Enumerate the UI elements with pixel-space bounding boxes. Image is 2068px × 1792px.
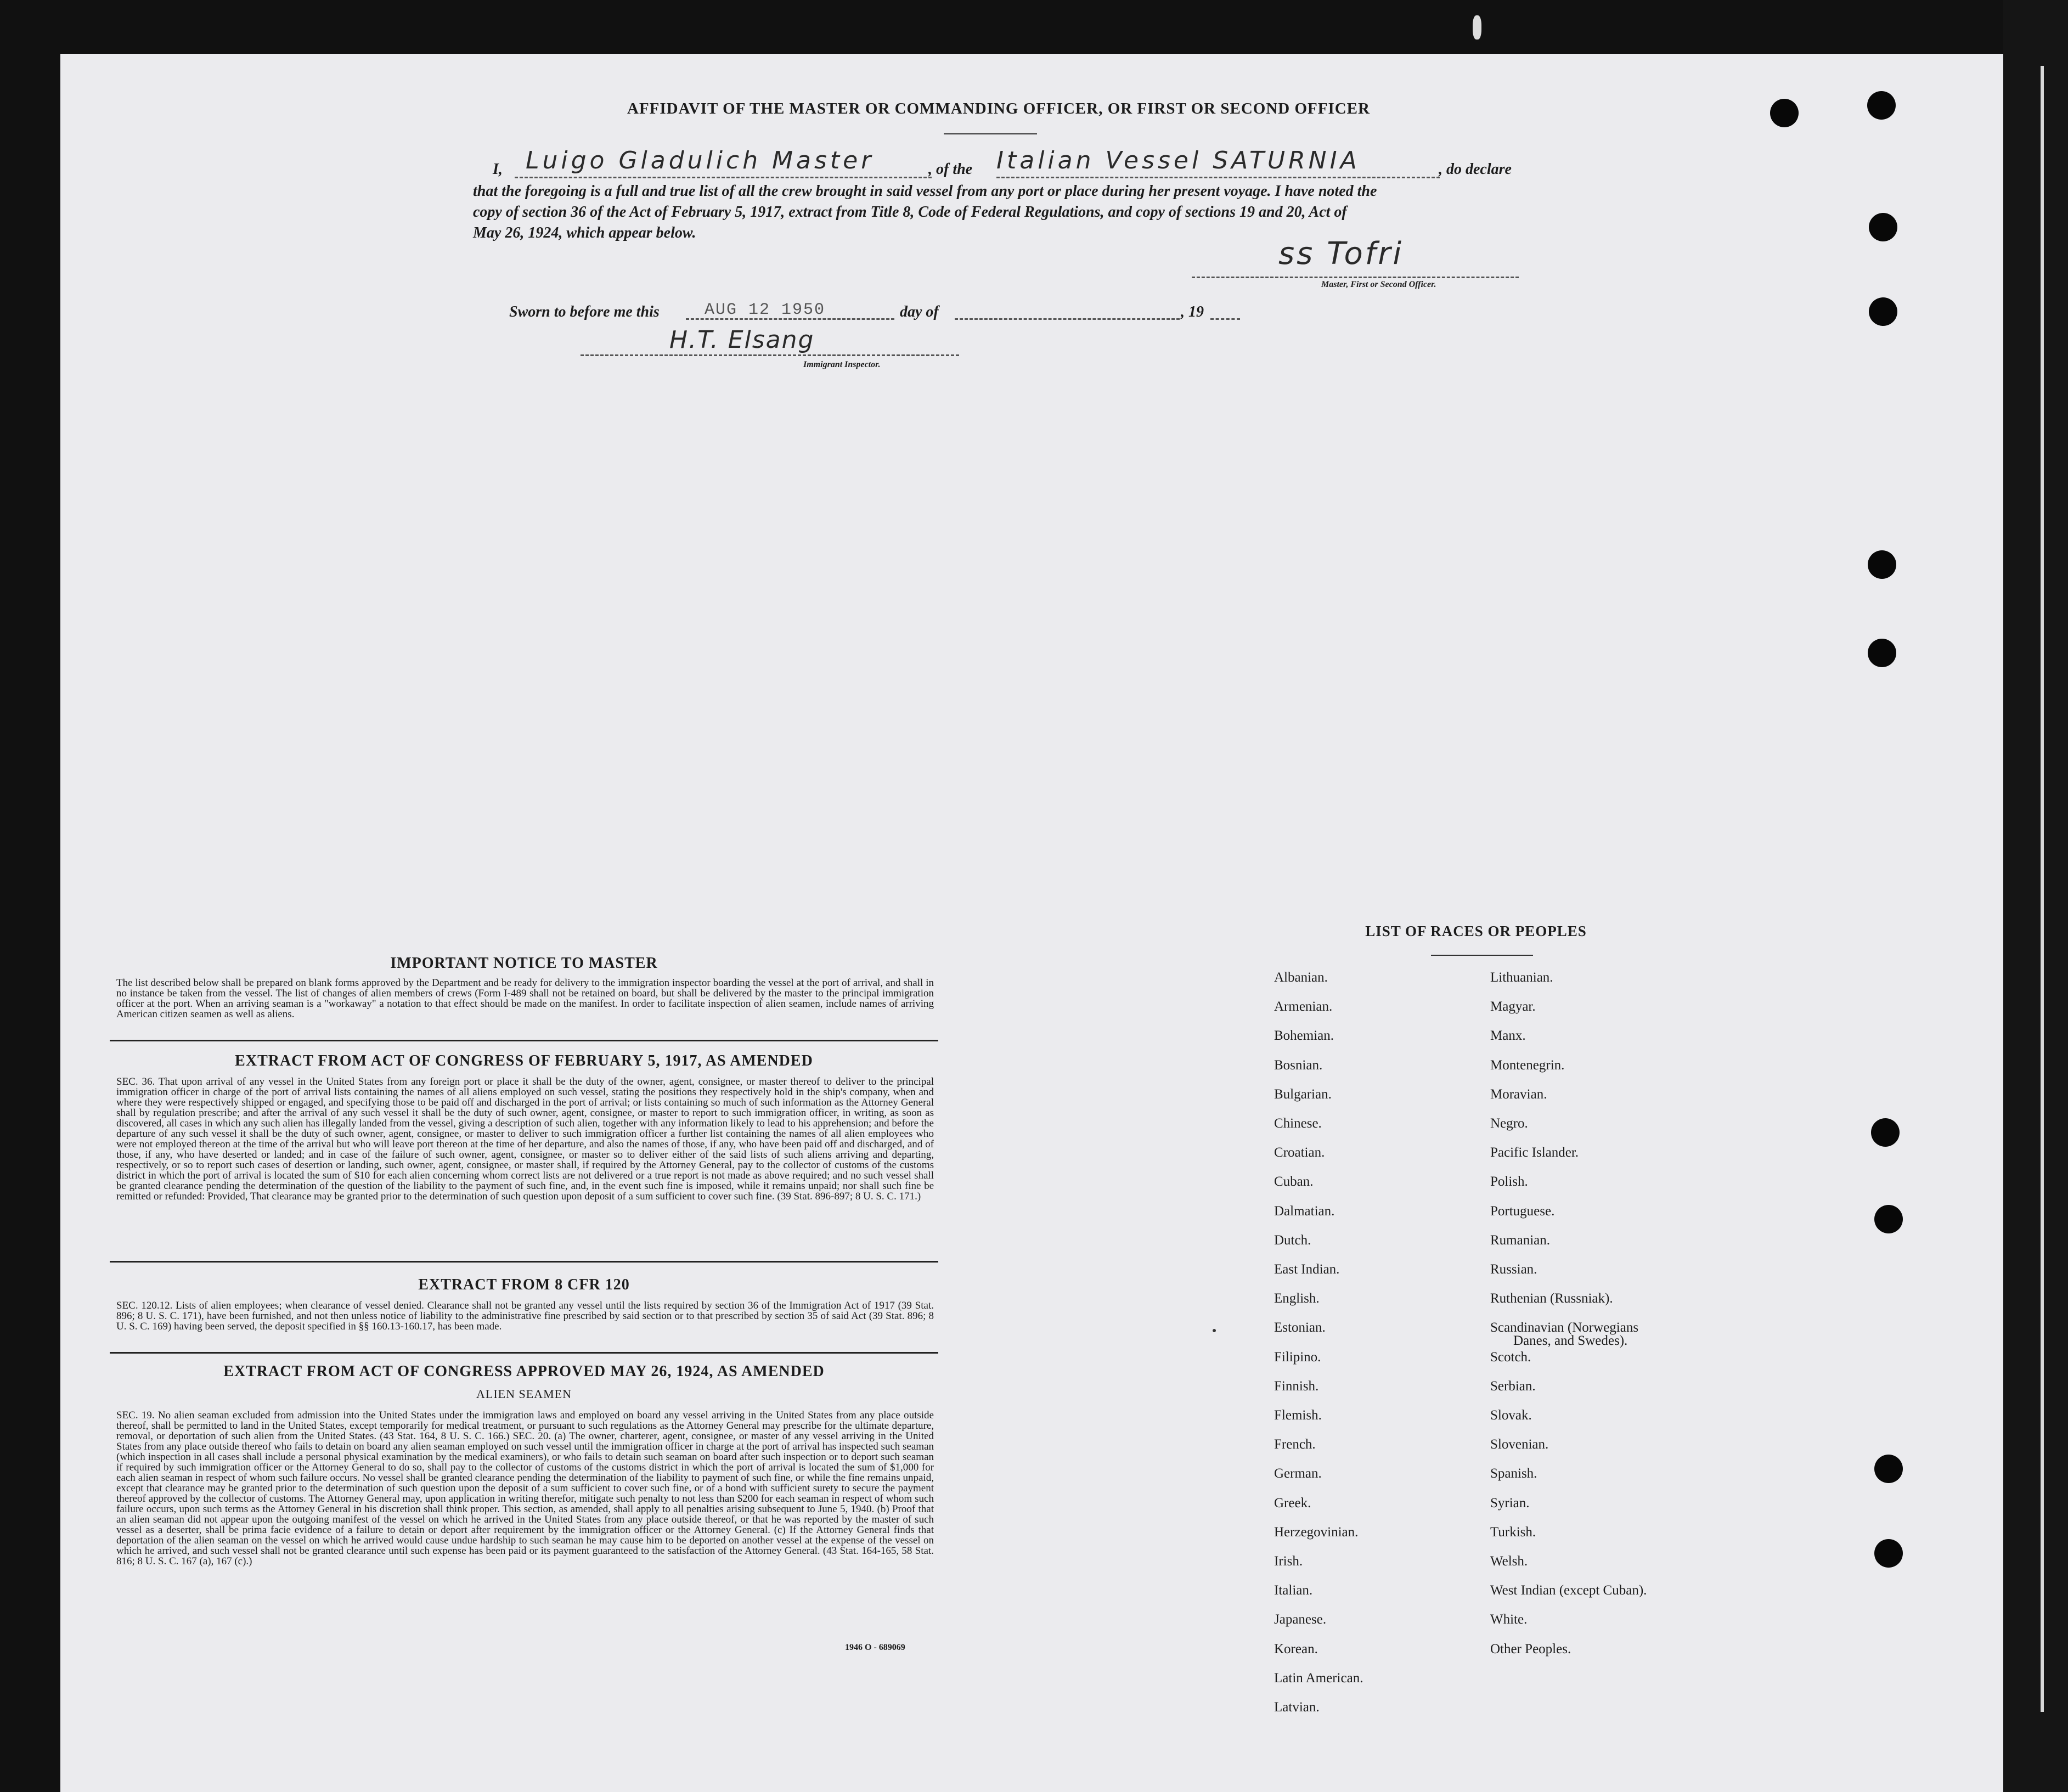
race-item: Slovenian.: [1490, 1437, 1549, 1452]
race-item: Syrian.: [1490, 1495, 1530, 1511]
race-item: Lithuanian.: [1490, 970, 1553, 985]
dark-margin-strip: [2003, 0, 2068, 1792]
name-line: [515, 177, 932, 178]
race-item: Latvian.: [1274, 1700, 1320, 1715]
section-rule: [110, 1040, 938, 1041]
punch-hole: [1874, 1455, 1903, 1483]
race-item: German.: [1274, 1466, 1322, 1481]
race-item: Croatian.: [1274, 1145, 1325, 1160]
race-item: Albanian.: [1274, 970, 1328, 985]
affidavit-line-3: copy of section 36 of the Act of February 5, 1917, extract from Title 8, Code of Federal Regulations, and copy of sections 19 and 20, Act of: [473, 204, 1347, 221]
master-signature: ss Tofri: [1278, 236, 1404, 272]
punch-hole: [1874, 1205, 1903, 1233]
race-item: Polish.: [1490, 1174, 1528, 1190]
race-item: French.: [1274, 1437, 1316, 1452]
races-rule: [1431, 955, 1533, 956]
race-item: Latin American.: [1274, 1670, 1363, 1686]
race-item: Manx.: [1490, 1028, 1526, 1044]
section-rule: [110, 1352, 938, 1354]
race-item: Danes, and Swedes).: [1513, 1333, 1628, 1349]
extract-cfr-text: SEC. 120.12. Lists of alien employees; when clearance of vessel denied. Clearance shall not be granted any vessel until the lists required by section 36 of the Immigration Act of 1917 (39 Stat. 896; 8 U. S. C. 171), have been furnished, and not then unless notice of liability to the administrative fine prescribed by said section or to that prescribed by section 35 of said Act (39 Stat. 896; 8 U. S. C. 169) having been served, the deposit specified in §§ 160.13-160.17, has been made.: [116, 1300, 934, 1332]
master-name-handwritten: Luigo Gladulich Master: [526, 146, 875, 174]
year-label: , 19: [1181, 303, 1204, 320]
punch-hole: [1867, 91, 1896, 120]
punch-hole: [1869, 213, 1897, 241]
race-item: English.: [1274, 1291, 1320, 1306]
section-rule: [110, 1261, 938, 1263]
race-item: Italian.: [1274, 1583, 1313, 1598]
affidavit-line-4: May 26, 1924, which appear below.: [473, 224, 696, 241]
race-item: Dalmatian.: [1274, 1203, 1335, 1219]
race-item: Turkish.: [1490, 1524, 1536, 1540]
signature-line: [1192, 277, 1519, 278]
inspector-label: Immigrant Inspector.: [803, 360, 881, 369]
race-item: East Indian.: [1274, 1262, 1340, 1277]
race-item: Flemish.: [1274, 1408, 1322, 1423]
race-item: Bosnian.: [1274, 1057, 1323, 1073]
vessel-name-handwritten: Italian Vessel SATURNIA: [996, 146, 1360, 174]
day-of-label: day of: [900, 303, 939, 320]
sworn-date-line: [686, 318, 894, 320]
do-declare-label: , do declare: [1439, 161, 1512, 178]
month-line: [955, 318, 1180, 320]
race-item: Montenegrin.: [1490, 1057, 1565, 1073]
race-item: Korean.: [1274, 1641, 1318, 1656]
race-item: Moravian.: [1490, 1086, 1547, 1102]
race-item: Magyar.: [1490, 999, 1536, 1015]
vessel-line: [996, 177, 1440, 178]
race-item: Chinese.: [1274, 1116, 1322, 1131]
race-item: Cuban.: [1274, 1174, 1314, 1190]
race-item: Dutch.: [1274, 1232, 1311, 1248]
year-line: [1210, 318, 1240, 320]
punch-hole: [1473, 15, 1481, 40]
race-item: Russian.: [1490, 1262, 1537, 1277]
punch-hole: [1874, 1539, 1903, 1568]
affidavit-line-2: that the foregoing is a full and true list of all the crew brought in said vessel from any port or place during her present voyage. I have noted the: [473, 183, 1377, 200]
race-item: West Indian (except Cuban).: [1490, 1583, 1647, 1598]
race-item: Serbian.: [1490, 1378, 1536, 1394]
punch-hole: [1869, 297, 1897, 326]
punch-hole: [1868, 639, 1896, 667]
races-title: LIST OF RACES OR PEOPLES: [1365, 923, 1587, 939]
race-item: Scandinavian (Norwegians: [1490, 1320, 1639, 1335]
race-item: Armenian.: [1274, 999, 1333, 1015]
race-item: Negro.: [1490, 1116, 1528, 1131]
signature-label: Master, First or Second Officer.: [1321, 280, 1436, 289]
race-item: Filipino.: [1274, 1349, 1321, 1365]
extract-1917-text: SEC. 36. That upon arrival of any vessel in the United States from any foreign port or place it shall be the duty of the owner, agent, consignee, or master thereof to deliver to the principal immigration officer in charge of the port of arrival lists containing the names of all aliens employed on such vessel, stating the positions they respectively hold in the ship's company, when and where they were respectively shipped or engaged, and specifying those to be paid off and discharged in the port of arrival; or lists containing so much of such information as the Attorney General shall by regulation prescribe; and after the arrival of any such vessel it shall be the duty of such owner, agent, consignee, or master to report to such immigration officer, in writing, as soon as discovered, all cases in which any such alien has illegally landed from the vessel, giving a description of such alien, together with any information likely to lead to his apprehension; and before the departure of any such vessel it shall be the duty of such owner, agent, consignee, or master to deliver to such immigration officer a further list containing the names of all alien employees who were not employed thereon at the time of the arrival but who will leave port thereon at the time of her departure, and also the names of those, if any, who have been paid off and discharged, and of those, if any, who have deserted or landed; and in case of the failure of such owner, agent, consignee, or master so to deliver either of the said lists of such aliens arriving and departing, respectively, or so to report such cases of desertion or landing, such owner, agent, consignee, or master shall, if required by the Attorney General, pay to the collector of customs of the customs district in which the port of arrival is located the sum of $10 for each alien concerning whom correct lists are not delivered or a true report is not made as above required; and no such vessel shall be granted clearance pending the determination of the question of the liability to the payment of such fine, and, in the event such fine is imposed, while it remains unpaid; nor shall such fine be remitted or refunded: Provided, That clearance may be granted prior to the determination of such question upon deposit of a sum sufficient to cover such fine. (39 Stat. 896-897; 8 U. S. C. 171.): [116, 1077, 934, 1202]
of-the-label: , of the: [928, 161, 973, 178]
extract-1924-text: SEC. 19. No alien seaman excluded from admission into the United States under the immigration laws and employed on board any vessel arriving in the United States from any place outside thereof, shall be permitted to land in the United States, except temporarily for medical treatment, or pursuant to such regulations as the Attorney General may prescribe for the ultimate departure, removal, or deportation of such alien from the United States. (43 Stat. 164, 8 U. S. C. 166.) SEC. 20. (a) The owner, charterer, agent, consignee, or master of any vessel arriving in the United States from any place outside thereof who fails to detain on board any alien seaman employed on such vessel until the immigration officer in charge at the port of arrival has inspected such seaman (which inspection in all cases shall include a personal physical examination by the medical examiners), or who fails to detain such seaman on board after such inspection or to deport such seaman if required by such immigration officer or the Attorney General to do so, shall pay to the collector of customs of the customs district in which the port of arrival is located the sum of $1,000 for each alien seaman in respect of whom such failure occurs. No vessel shall be granted clearance pending the determination of the liability to payment of such fine, or while the fine remains unpaid, except that clearance may be granted prior to the determination of such question upon the deposit of a sum sufficient to cover such fine, or of a bond with sufficient surety to secure the payment thereof approved by the collector of customs. The Attorney General may, upon application in writing therefor, mitigate such penalty to not less than $200 for each seaman in respect of whom such failure occurs, upon such terms as the Attorney General in his discretion shall think proper. This section, as amended, shall apply to all penalties arising subsequent to June 5, 1940. (b) Proof that an alien seaman did not appear upon the outgoing manifest of the vessel on which he arrived in the United States from any place outside thereof, or that he was reported by the master of such vessel as a deserter, shall be prima facie evidence of a failure to detain or deport after requirement by the immigration officer or the Attorney General. (c) If the Attorney General finds that deportation of the alien seaman on the vessel on which he arrived would cause undue hardship to such seaman he may cause him to be deported on another vessel at the expense of the vessel on which he arrived, and such vessel shall not be granted clearance until such expense has been paid or its payment guaranteed to the satisfaction of the Attorney General. (43 Stat. 164-165, 58 Stat. 816; 8 U. S. C. 167 (a), 167 (c).): [116, 1410, 934, 1567]
race-item: Rumanian.: [1490, 1232, 1551, 1248]
race-item: Spanish.: [1490, 1466, 1537, 1481]
race-item: Welsh.: [1490, 1554, 1528, 1569]
race-item: Slovak.: [1490, 1408, 1532, 1423]
race-item: Greek.: [1274, 1495, 1311, 1511]
sworn-label: Sworn to before me this: [509, 303, 660, 320]
race-item: Scotch.: [1490, 1349, 1531, 1365]
race-item: Ruthenian (Russniak).: [1490, 1291, 1613, 1306]
affidavit-heading: AFFIDAVIT OF THE MASTER OR COMMANDING OFFICER, OR FIRST OR SECOND OFFICER: [627, 100, 1370, 117]
extract-1924-subtitle: ALIEN SEAMEN: [476, 1387, 572, 1401]
stray-mark: [1213, 1329, 1216, 1332]
race-item: Portuguese.: [1490, 1203, 1555, 1219]
i-label: I,: [493, 161, 503, 178]
sworn-date-stamp: AUG 12 1950: [705, 301, 826, 319]
notice-title: IMPORTANT NOTICE TO MASTER: [390, 955, 658, 972]
punch-hole: [1868, 550, 1896, 579]
race-item: Herzegovinian.: [1274, 1524, 1359, 1540]
punch-hole: [1871, 1118, 1900, 1147]
inspector-line: [581, 354, 959, 356]
extract-1924-title: EXTRACT FROM ACT OF CONGRESS APPROVED MAY 26, 1924, AS AMENDED: [223, 1363, 825, 1380]
extract-1917-title: EXTRACT FROM ACT OF CONGRESS OF FEBRUARY 5, 1917, AS AMENDED: [235, 1052, 813, 1069]
race-item: Estonian.: [1274, 1320, 1326, 1335]
race-item: Other Peoples.: [1490, 1641, 1571, 1656]
race-item: Finnish.: [1274, 1378, 1319, 1394]
race-item: Pacific Islander.: [1490, 1145, 1579, 1160]
notice-text: The list described below shall be prepared on blank forms approved by the Department and be ready for delivery to the immigration inspector boarding the vessel at the port of arrival, and shall in no instance be taken from the vessel. The list of changes of alien members of crews (Form I-489 shall not be retained on board, but shall be delivered by the master to the principal immigration officer at the port. When an arriving seaman is a "workaway" a notation to that effect should be made on the manifest. In order to facilitate inspection of alien seamen, include names of arriving American citizen seamen as well as aliens.: [116, 978, 934, 1020]
race-item: Irish.: [1274, 1554, 1303, 1569]
punch-hole: [1770, 99, 1799, 127]
race-item: White.: [1490, 1612, 1528, 1627]
extract-cfr-title: EXTRACT FROM 8 CFR 120: [418, 1276, 630, 1293]
race-item: Bulgarian.: [1274, 1086, 1332, 1102]
race-item: Japanese.: [1274, 1612, 1327, 1627]
inspector-signature: H.T. Elsang: [669, 326, 815, 354]
edge-line: [2041, 66, 2044, 1712]
print-code: 1946 O - 689069: [845, 1643, 905, 1652]
race-item: Bohemian.: [1274, 1028, 1334, 1044]
heading-rule: [944, 133, 1037, 134]
